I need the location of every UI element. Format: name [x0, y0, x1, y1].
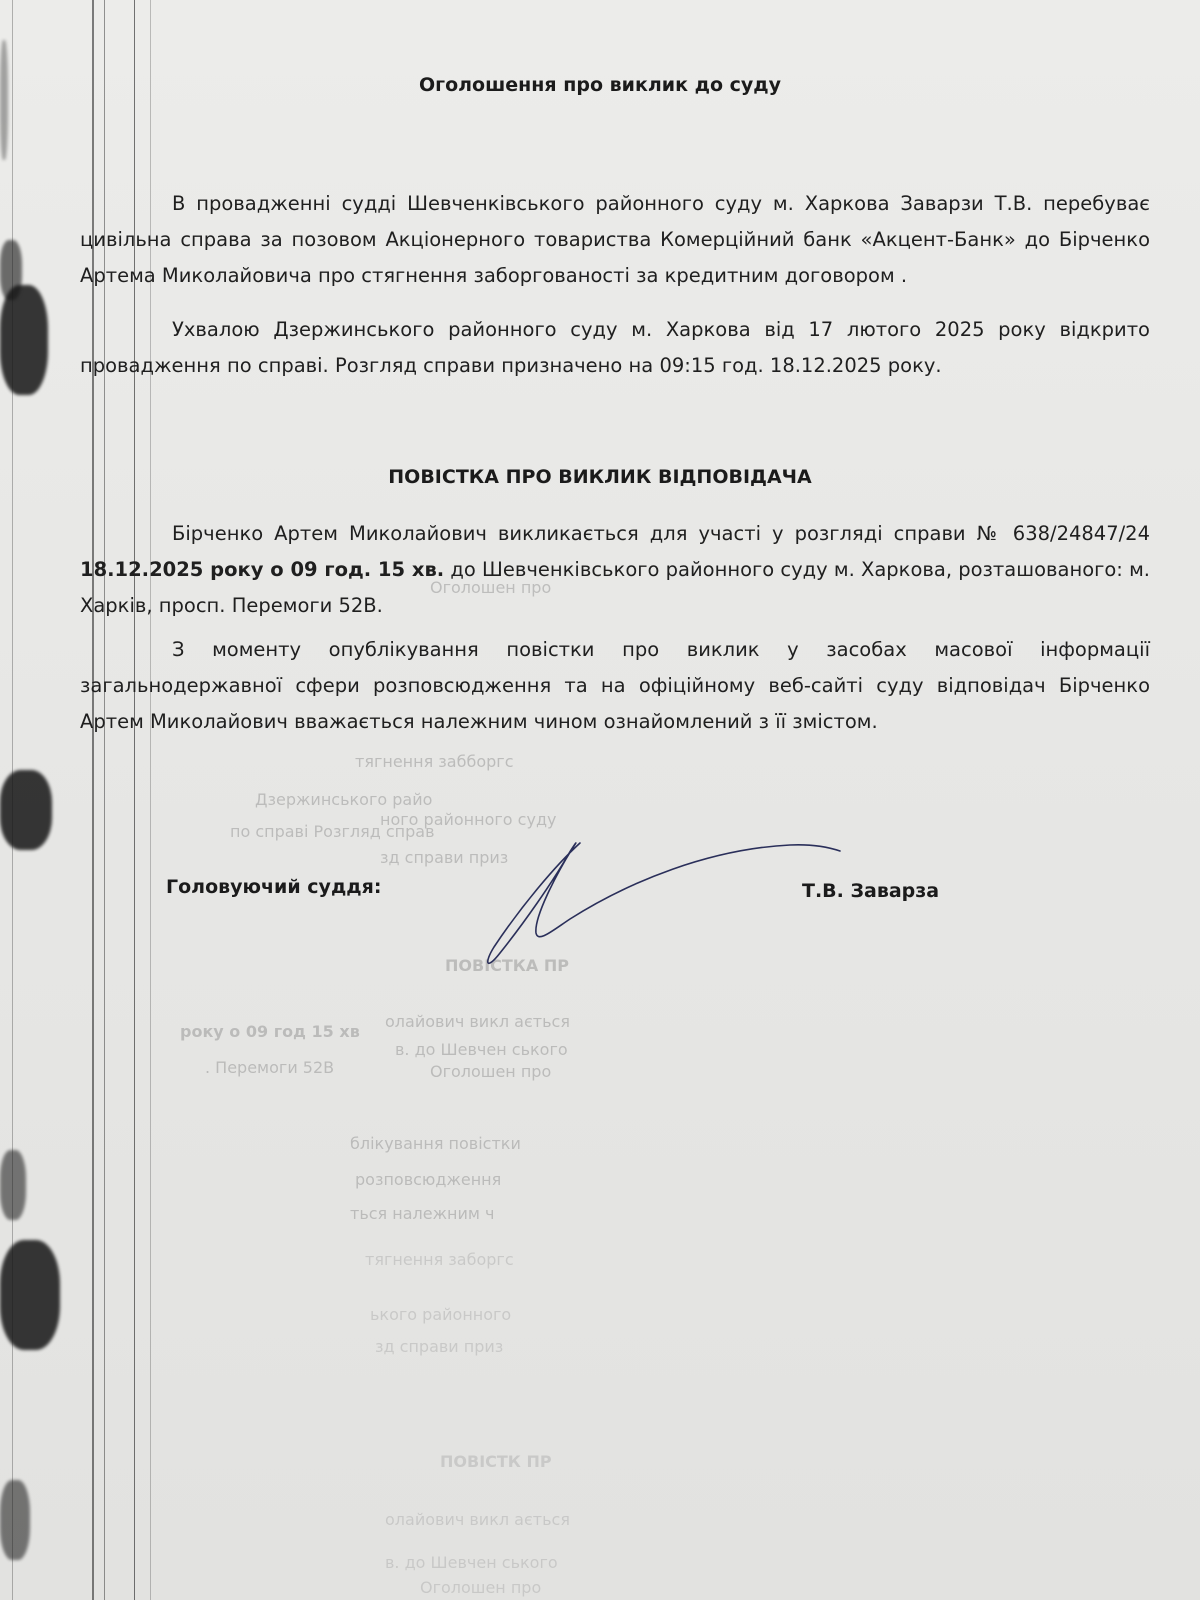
- show-through-text: олайович викл ається: [385, 1510, 570, 1529]
- show-through-text: зд справи приз: [375, 1337, 504, 1356]
- document-title: Оголошення про виклик до суду: [419, 74, 781, 96]
- show-through-text: Дзержинського райо: [255, 790, 433, 809]
- show-through-text: ного районного суду: [380, 810, 557, 829]
- show-through-text: ться належним ч: [350, 1204, 495, 1223]
- show-through-text: розповсюдження: [355, 1170, 502, 1189]
- show-through-text: по справі Розгляд справ: [230, 822, 435, 841]
- scan-blot: [0, 40, 8, 160]
- show-through-text: зд справи приз: [380, 848, 509, 867]
- show-through-text: в. до Шевчен ського: [385, 1553, 558, 1572]
- show-through-text: . Перемоги 52В: [205, 1058, 335, 1077]
- judge-name: Т.В. Заварза: [802, 880, 940, 902]
- show-through-text: тягнення забборгс: [355, 752, 514, 771]
- summons-heading: ПОВІСТКА ПРО ВИКЛИК ВІДПОВІДАЧА: [388, 466, 812, 488]
- judge-signature: [460, 835, 860, 975]
- show-through-text: ПОВІСТКА ПР: [445, 956, 569, 975]
- show-through-text: ького районного: [370, 1305, 512, 1324]
- show-through-text: в. до Шевчен ського: [395, 1040, 568, 1059]
- paragraph-summons: [80, 516, 1150, 624]
- scan-blot: [0, 285, 48, 395]
- paragraph-case-info: В провадженні судді Шевченківського районного суду м. Харкова Заварзи Т.В. перебуває цивільна справа за позовом Акціонерного товариства Комерційний банк «Акцент-Банк» до Бірченко Артема Миколайовича про стягнення заборгованості за кредитним договором .: [80, 192, 1150, 287]
- scan-blot: [0, 1240, 60, 1350]
- paragraph-publication-notice: З моменту опублікування повістки про виклик у засобах масової інформації загальнодержавної сфери розповсюдження та на офіційному веб-сайті суду відповідач Бірченко Артем Миколайович вважається належним чином ознайомлений з її змістом.: [80, 638, 1150, 733]
- scan-blot: [0, 770, 52, 850]
- show-through-text: олайович викл ається: [385, 1012, 570, 1031]
- judge-label: Головуючий суддя:: [166, 876, 382, 898]
- show-through-text: блікування повістки: [350, 1134, 521, 1153]
- summons-text-start: Бірченко Артем Миколайович викликається для участі у розгляді справи № 638/24847/24: [172, 522, 1150, 545]
- show-through-text: Оголошен про: [430, 1062, 552, 1081]
- show-through-text: Оголошен про: [420, 1578, 542, 1597]
- show-through-text: тягнення заборгс: [365, 1250, 514, 1269]
- show-through-text: року о 09 год 15 хв: [180, 1022, 360, 1041]
- scan-blot: [0, 1480, 30, 1560]
- summons-text-end: до Шевченківського районного суду м. Харкова, розташованого: м. Харків, просп. Перемоги 52В.: [80, 558, 1150, 617]
- paragraph-ruling: Ухвалою Дзержинського районного суду м. Харкова від 17 лютого 2025 року відкрито провадження по справі. Розгляд справи призначено на 09:15 год. 18.12.2025 року.: [80, 318, 1150, 377]
- scan-blot: [0, 240, 22, 300]
- show-through-text: ПОВІСТК ПР: [440, 1452, 552, 1471]
- show-through-text: Оголошен про: [430, 578, 552, 597]
- hearing-datetime: 18.12.2025 року о 09 год. 15 хв.: [80, 558, 445, 581]
- scan-blot: [0, 1150, 26, 1220]
